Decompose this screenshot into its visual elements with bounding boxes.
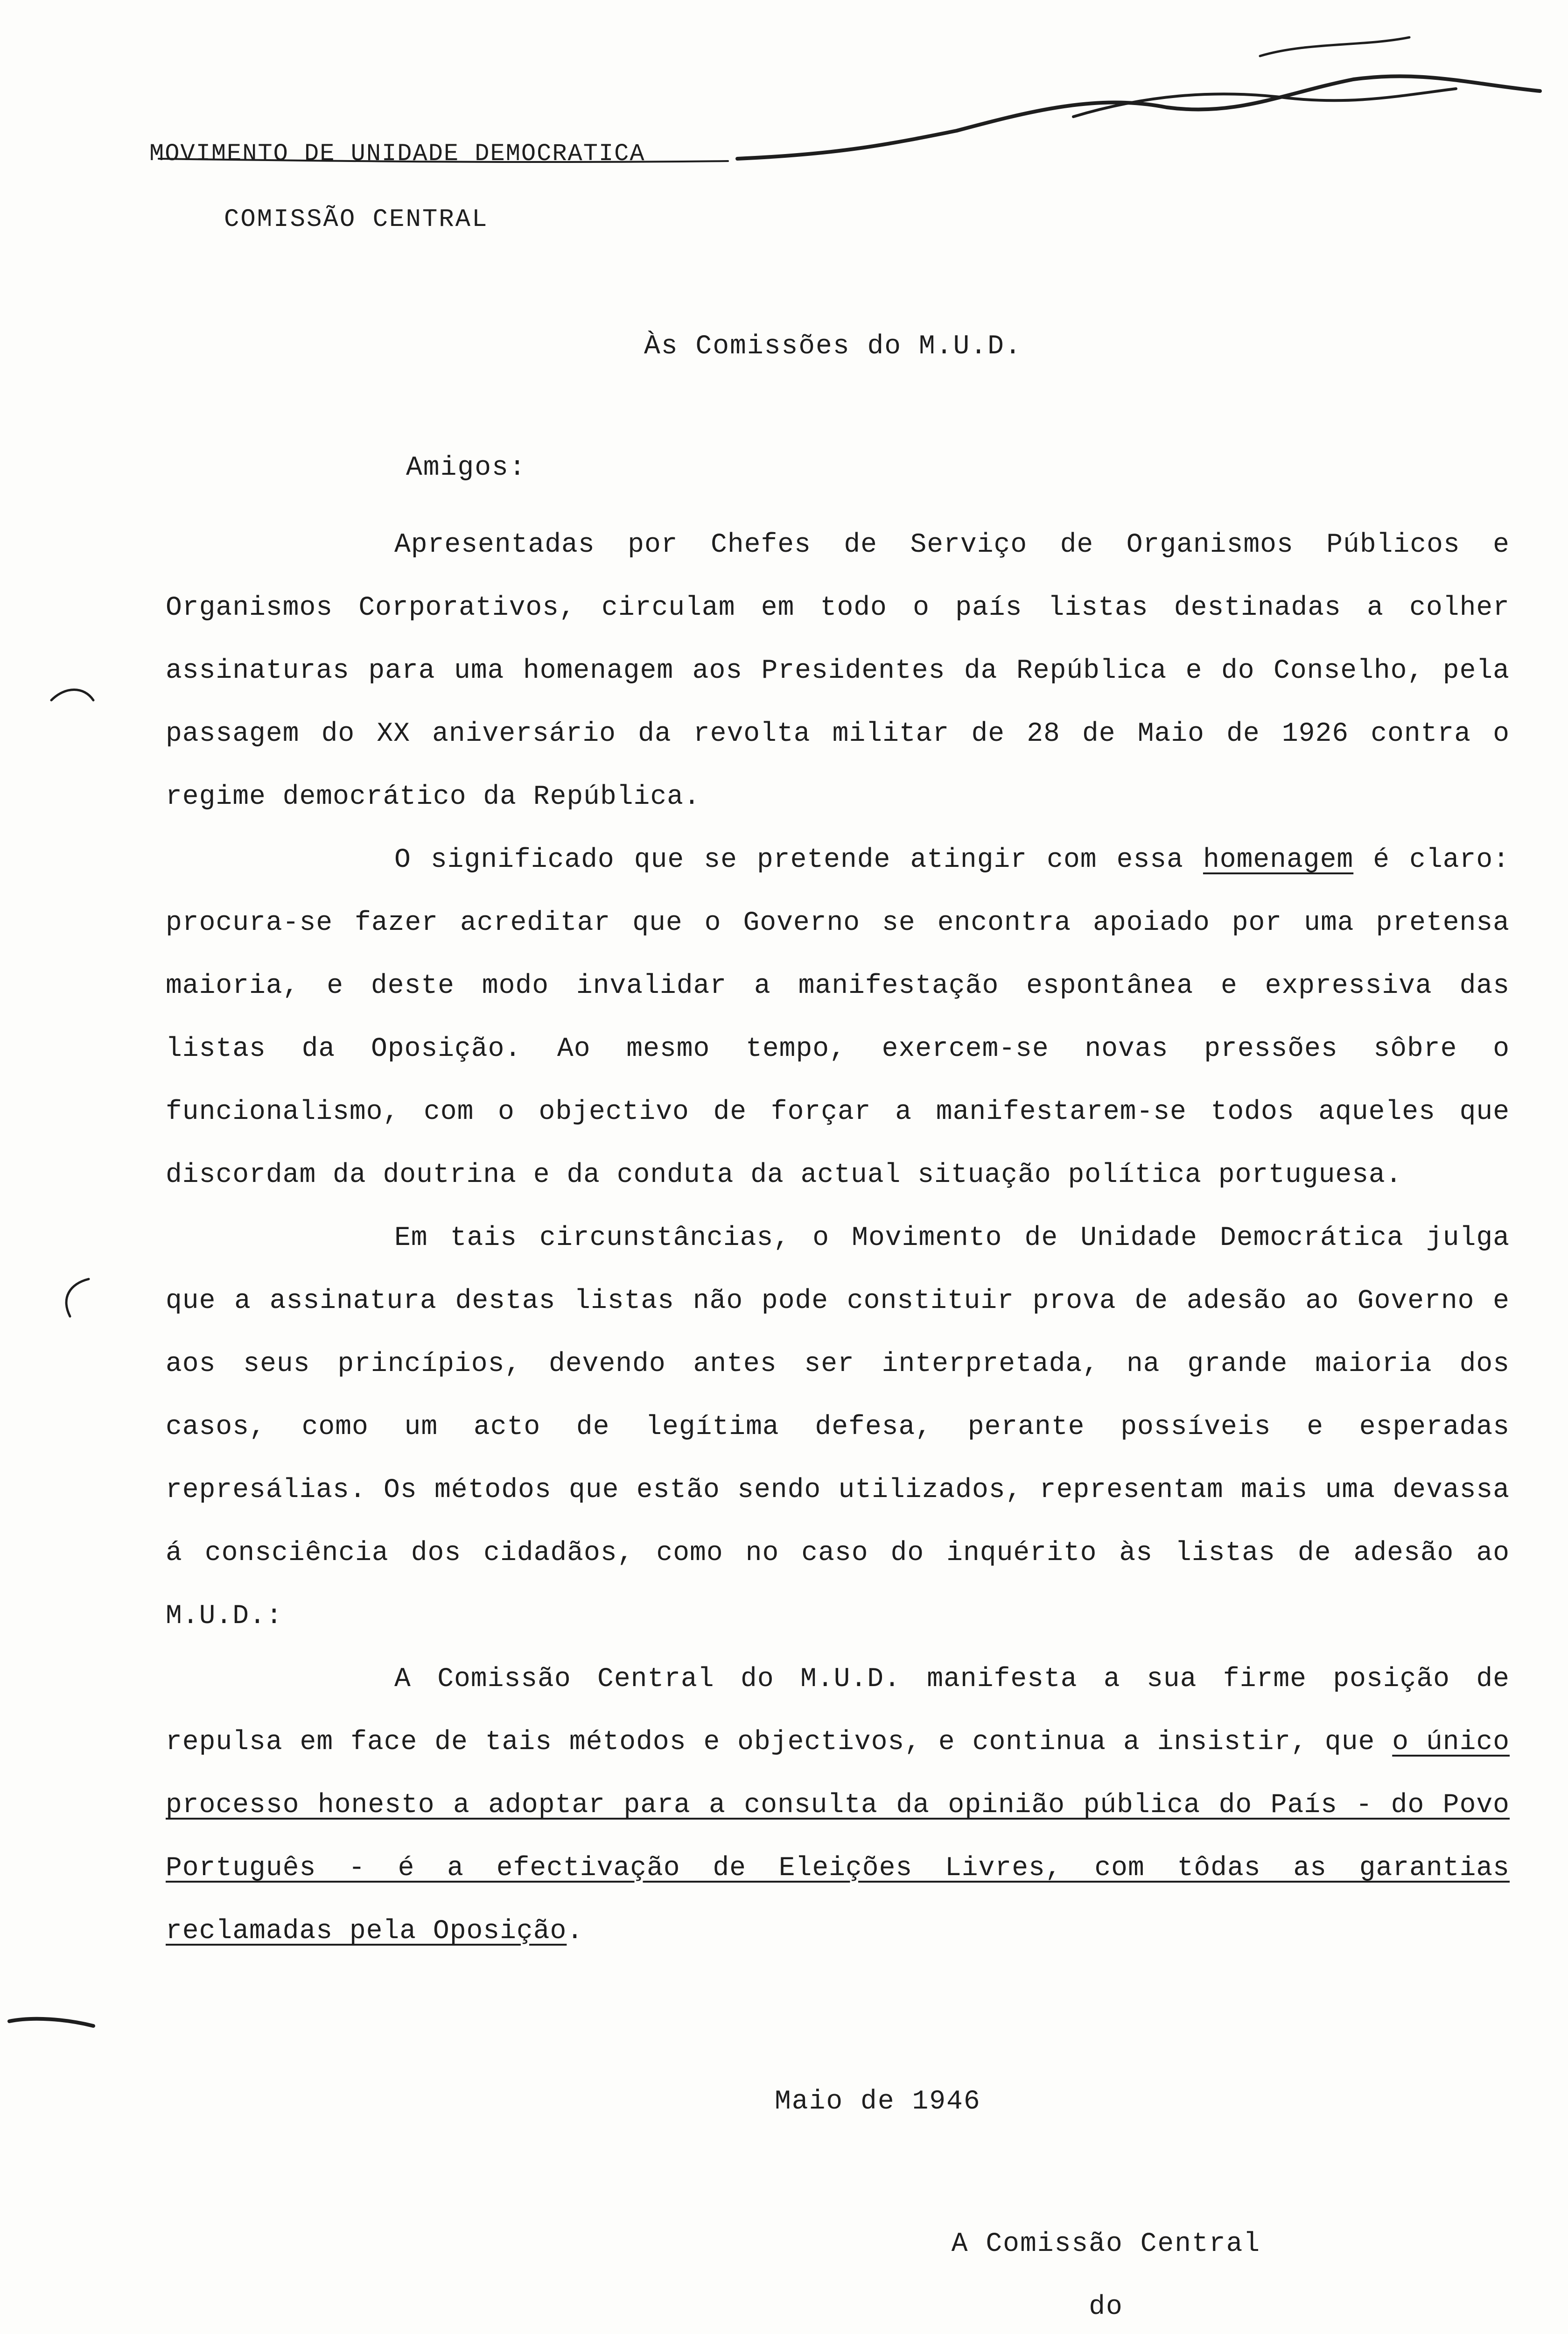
paragraph-3: Em tais circunstâncias, o Movimento de Unidade Democrática julga que a assinatura destas listas não pode constituir prova de adesão ao Governo e aos seus princípios, devendo antes ser interpretada, na grande maioria dos casos, como um acto de legítima defesa, perante possíveis e esperadas represálias. Os métodos que estão sendo utilizados, representam mais uma devassa á consciência dos cidadãos, como no caso do inquérito às listas de adesão ao M.U.D.: — [166, 1223, 1510, 1631]
salutation: Amigos: — [406, 453, 526, 483]
paragraph-4-start: A Comissão Central do M.U.D. manifesta a sua firme posição de repulsa em face de tais métodos e objectivos, e continua a insistir, que — [166, 1664, 1510, 1758]
paragraph-1: Apresentadas por Chefes de Serviço de Organismos Públicos e Organismos Corporativos, circulam em todo o país listas destinadas a colher assinaturas para uma homenagem aos Presidentes da República e do Conselho, pela passagem do XX aniversário da revolta militar de 28 de Maio de 1926 contra o regime democrático da República. — [166, 530, 1510, 812]
margin-mark-left-3 — [5, 1993, 98, 2049]
organization-header: MOVIMENTO DE UNIDADE DEMOCRATICA — [149, 140, 645, 168]
signature-line-2: do — [1089, 2292, 1123, 2322]
paragraph-2-end: é claro: procura-se fazer acreditar que o Governo se encontra apoiado por uma pretensa maioria, e deste modo invalidar a manifestação espontânea e expressiva das listas da Oposição. Ao mesmo tempo, exercem-se novas pressões sôbre o funcionalismo, com o objectivo de forçar a manifestarem-se todos aqueles que discordam da doutrina e da conduta da actual situação política portuguesa. — [166, 845, 1510, 1190]
letter-body — [166, 513, 1510, 1963]
signature-block — [803, 2213, 1409, 2334]
paragraph-2 — [166, 829, 1510, 1207]
addressee-line: Às Comissões do M.U.D. — [644, 331, 1022, 362]
paragraph-4-underlined: o único processo honesto a adoptar para a consulta da opinião pública do País - do Povo Português - é a efectivação de Eleições Livres, com tôdas as garantias reclamadas pela Oposição — [166, 1727, 1510, 1947]
paragraph-4-end: . — [567, 1916, 584, 1947]
paragraph-2-underlined: homenagem — [1203, 845, 1354, 875]
margin-mark-left-1 — [47, 682, 103, 738]
signature-line-1: A Comissão Central — [951, 2229, 1261, 2259]
letter-date: Maio de 1946 — [775, 2087, 981, 2117]
committee-header: COMISSÃO CENTRAL — [224, 205, 489, 234]
paragraph-2-start: O significado que se pretende atingir com essa — [394, 845, 1203, 875]
margin-mark-left-2 — [47, 1270, 103, 1326]
paragraph-4 — [166, 1648, 1510, 1963]
